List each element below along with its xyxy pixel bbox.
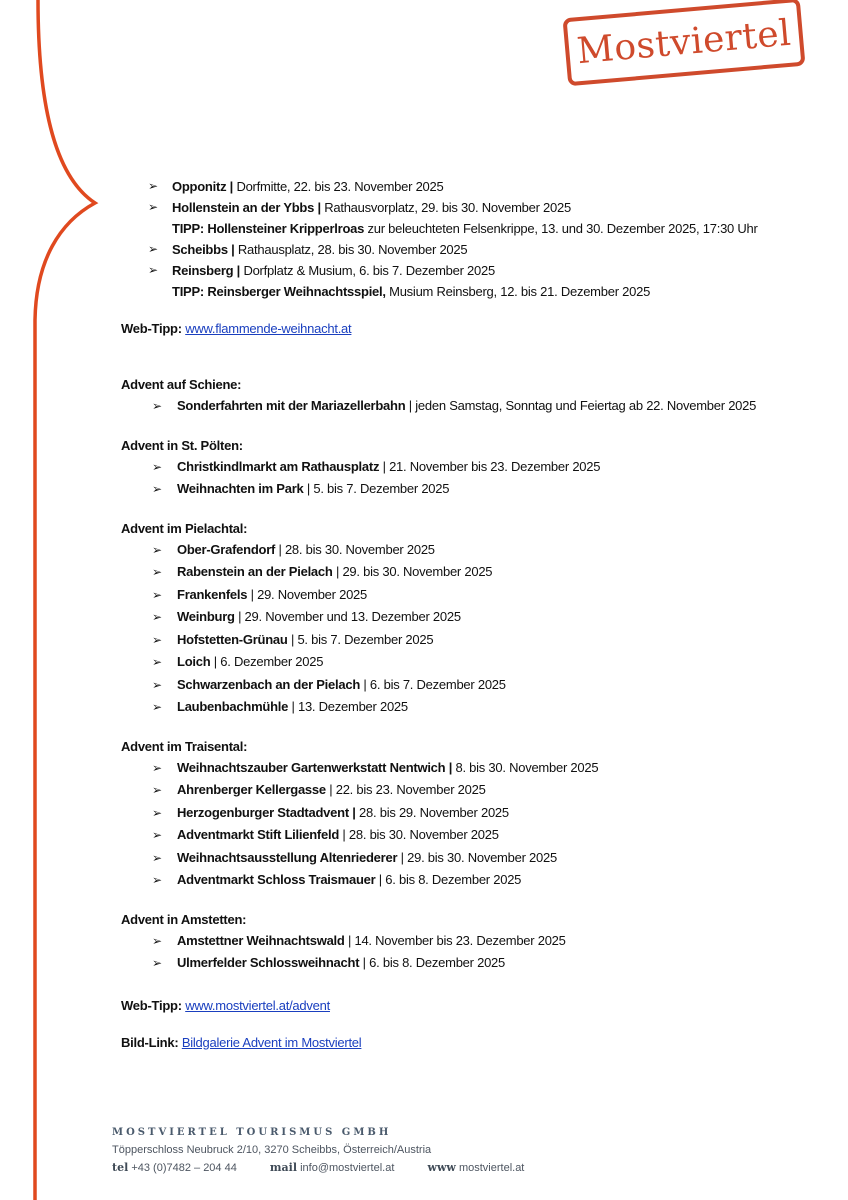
bullet-arrow-icon: ➢ xyxy=(152,850,162,865)
footer-www[interactable]: mostviertel.at xyxy=(458,1162,525,1174)
list-item xyxy=(121,779,761,802)
item-title: Hollenstein an der Ybbs | xyxy=(172,200,321,215)
item-title: Loich xyxy=(177,654,211,669)
item-details: | 29. November und 13. Dezember 2025 xyxy=(234,609,461,624)
section-heading: Advent im Pielachtal: xyxy=(121,520,248,536)
list-item xyxy=(121,239,761,260)
bullet-arrow-icon: ➢ xyxy=(152,783,162,797)
list-item xyxy=(121,824,761,847)
list-item xyxy=(121,584,761,607)
item-title: Adventmarkt Schloss Traismauer xyxy=(177,872,376,887)
bullet-arrow-icon: ➢ xyxy=(148,263,158,277)
web-tipp-link[interactable]: www.flammende-weihnacht.at xyxy=(185,321,352,336)
list-item xyxy=(121,629,761,652)
item-details: | 6. bis 8. Dezember 2025 xyxy=(375,872,522,887)
logo-text: Mostviertel xyxy=(575,12,793,72)
list-item xyxy=(121,952,761,975)
item-title: Opponitz | xyxy=(172,179,234,194)
section-list xyxy=(121,395,761,418)
bullet-arrow-icon: ➢ xyxy=(152,587,162,602)
item-title: Schwarzenbach an der Pielach xyxy=(177,676,361,692)
item-details: Rathausplatz, 28. bis 30. November 2025 xyxy=(234,242,468,257)
tipp-title: TIPP: Reinsberger Weihnachtsspiel, xyxy=(172,284,386,299)
section-list xyxy=(121,757,761,892)
item-details: | 29. bis 30. November 2025 xyxy=(332,564,493,579)
mostviertel-logo xyxy=(562,0,805,86)
item-title: Weihnachtsausstellung Altenriederer xyxy=(177,849,398,865)
bild-link-link[interactable]: Bildgalerie Advent im Mostviertel xyxy=(181,1034,362,1050)
advent-section xyxy=(121,519,761,719)
section-heading: Advent im Traisental: xyxy=(121,738,248,754)
list-item xyxy=(121,561,761,584)
item-title: Weinburg xyxy=(177,609,235,624)
section-heading: Advent in St. Pölten: xyxy=(121,437,243,453)
item-title: Sonderfahrten mit der Mariazellerbahn xyxy=(177,398,406,413)
item-details: 28. bis 29. November 2025 xyxy=(355,804,509,820)
section-heading: Advent auf Schiene: xyxy=(121,377,242,392)
item-details: | 28. bis 30. November 2025 xyxy=(275,541,435,557)
bullet-arrow-icon: ➢ xyxy=(152,956,162,970)
footer-company: MOSTVIERTEL TOURISMUS GMBH xyxy=(112,1127,392,1138)
footer-tel-label: tel xyxy=(112,1161,129,1174)
list-item xyxy=(121,869,761,892)
footer-mail[interactable]: info@mostviertel.at xyxy=(300,1162,395,1174)
item-details: | 5. bis 7. Dezember 2025 xyxy=(287,631,434,647)
item-details: | 22. bis 23. November 2025 xyxy=(325,782,486,797)
list-item xyxy=(121,197,761,218)
web-tipp-label: Web-Tipp: xyxy=(121,321,182,336)
item-details: | 29. bis 30. November 2025 xyxy=(397,849,557,865)
tipp-details: Musium Reinsberg, 12. bis 21. Dezember 2025 xyxy=(385,284,651,299)
item-title: Weihnachtszauber Gartenwerkstatt Nentwich | xyxy=(177,759,453,775)
item-title: Reinsberg | xyxy=(172,263,241,278)
bullet-arrow-icon: ➢ xyxy=(152,760,162,775)
bullet-arrow-icon: ➢ xyxy=(152,459,162,474)
web-tipp-2 xyxy=(121,995,761,1016)
bullet-arrow-icon: ➢ xyxy=(148,200,158,214)
item-details: Rathausvorplatz, 29. bis 30. November 2025 xyxy=(320,200,571,215)
bullet-arrow-icon: ➢ xyxy=(152,542,162,557)
bild-link xyxy=(121,1032,761,1053)
item-details: | jeden Samstag, Sonntag und Feiertag ab 22. November 2025 xyxy=(405,398,757,413)
item-title: Christkindlmarkt am Rathausplatz xyxy=(177,458,380,474)
list-item xyxy=(121,930,761,953)
item-details: | 29. November 2025 xyxy=(247,586,368,602)
tipp-note xyxy=(121,281,761,302)
tipp-note xyxy=(121,218,761,239)
intro-list xyxy=(121,176,761,302)
tipp-details: zur beleuchteten Felsenkrippe, 13. und 30. Dezember 2025, 17:30 Uhr xyxy=(364,221,758,236)
footer xyxy=(112,1124,524,1178)
web-tipp-1 xyxy=(121,318,761,339)
footer-www-label: www xyxy=(427,1161,456,1174)
item-details: 8. bis 30. November 2025 xyxy=(452,759,599,775)
list-item xyxy=(121,176,761,197)
section-heading: Advent in Amstetten: xyxy=(121,911,247,927)
tipp-title: TIPP: Hollensteiner Kripperlroas xyxy=(172,221,365,236)
bullet-arrow-icon: ➢ xyxy=(152,610,162,624)
list-item xyxy=(121,847,761,870)
item-title: Scheibbs | xyxy=(172,242,235,257)
item-title: Amstettner Weihnachtswald xyxy=(177,932,345,948)
bullet-arrow-icon: ➢ xyxy=(152,700,162,714)
item-details: | 28. bis 30. November 2025 xyxy=(339,827,499,842)
section-list xyxy=(121,539,761,719)
list-item xyxy=(121,696,761,719)
bullet-arrow-icon: ➢ xyxy=(152,933,162,948)
bullet-arrow-icon: ➢ xyxy=(148,242,158,256)
bullet-arrow-icon: ➢ xyxy=(152,677,162,692)
web-tipp-label: Web-Tipp: xyxy=(121,997,182,1013)
item-title: Ober-Grafendorf xyxy=(177,541,276,557)
item-title: Herzogenburger Stadtadvent | xyxy=(177,804,356,820)
item-details: | 14. November bis 23. Dezember 2025 xyxy=(344,932,566,948)
list-item xyxy=(121,674,761,697)
list-item xyxy=(121,395,761,418)
advent-section xyxy=(121,436,761,501)
bullet-arrow-icon: ➢ xyxy=(152,632,162,647)
bullet-arrow-icon: ➢ xyxy=(152,873,162,887)
item-title: Ulmerfelder Schlossweihnacht xyxy=(177,955,360,970)
bullet-arrow-icon: ➢ xyxy=(152,482,162,496)
footer-mail-label: mail xyxy=(269,1161,298,1174)
bullet-arrow-icon: ➢ xyxy=(152,565,162,579)
item-details: | 6. Dezember 2025 xyxy=(210,654,324,669)
item-title: Weihnachten im Park xyxy=(177,481,304,496)
list-item xyxy=(121,606,761,629)
page-edge-decoration xyxy=(0,0,110,1200)
list-item xyxy=(121,539,761,562)
footer-address: Töpperschloss Neubruck 2/10, 3270 Scheibbs, Österreich/Austria xyxy=(112,1143,432,1156)
item-details: | 6. bis 8. Dezember 2025 xyxy=(359,955,506,970)
item-details: | 21. November bis 23. Dezember 2025 xyxy=(379,458,601,474)
web-tipp-link[interactable]: www.mostviertel.at/advent xyxy=(185,997,330,1013)
bullet-arrow-icon: ➢ xyxy=(148,179,158,193)
item-details: | 6. bis 7. Dezember 2025 xyxy=(360,676,506,692)
advent-section xyxy=(121,737,761,892)
item-title: Rabenstein an der Pielach xyxy=(177,564,333,579)
bullet-arrow-icon: ➢ xyxy=(152,805,162,820)
advent-section xyxy=(121,375,761,418)
bullet-arrow-icon: ➢ xyxy=(152,828,162,842)
document-body xyxy=(121,176,761,1053)
item-title: Adventmarkt Stift Lilienfeld xyxy=(177,827,340,842)
item-title: Hofstetten-Grünau xyxy=(177,631,288,647)
item-title: Laubenbachmühle xyxy=(177,699,289,714)
item-details: Dorfmitte, 22. bis 23. November 2025 xyxy=(233,179,444,194)
item-details: | 13. Dezember 2025 xyxy=(288,699,408,714)
list-item xyxy=(121,456,761,479)
list-item xyxy=(121,478,761,501)
section-list xyxy=(121,930,761,975)
item-title: Frankenfels xyxy=(177,586,248,602)
advent-section xyxy=(121,910,761,975)
list-item xyxy=(121,260,761,281)
list-item xyxy=(121,757,761,780)
item-details: | 5. bis 7. Dezember 2025 xyxy=(303,481,450,496)
section-list xyxy=(121,456,761,501)
list-item xyxy=(121,651,761,674)
footer-tel: +43 (0)7482 – 204 44 xyxy=(131,1162,237,1174)
item-details: Dorfplatz & Musium, 6. bis 7. Dezember 2025 xyxy=(240,263,495,278)
list-item xyxy=(121,802,761,825)
bild-link-label: Bild-Link: xyxy=(121,1034,179,1050)
item-title: Ahrenberger Kellergasse xyxy=(177,782,326,797)
bullet-arrow-icon: ➢ xyxy=(152,399,162,413)
bullet-arrow-icon: ➢ xyxy=(152,655,162,669)
